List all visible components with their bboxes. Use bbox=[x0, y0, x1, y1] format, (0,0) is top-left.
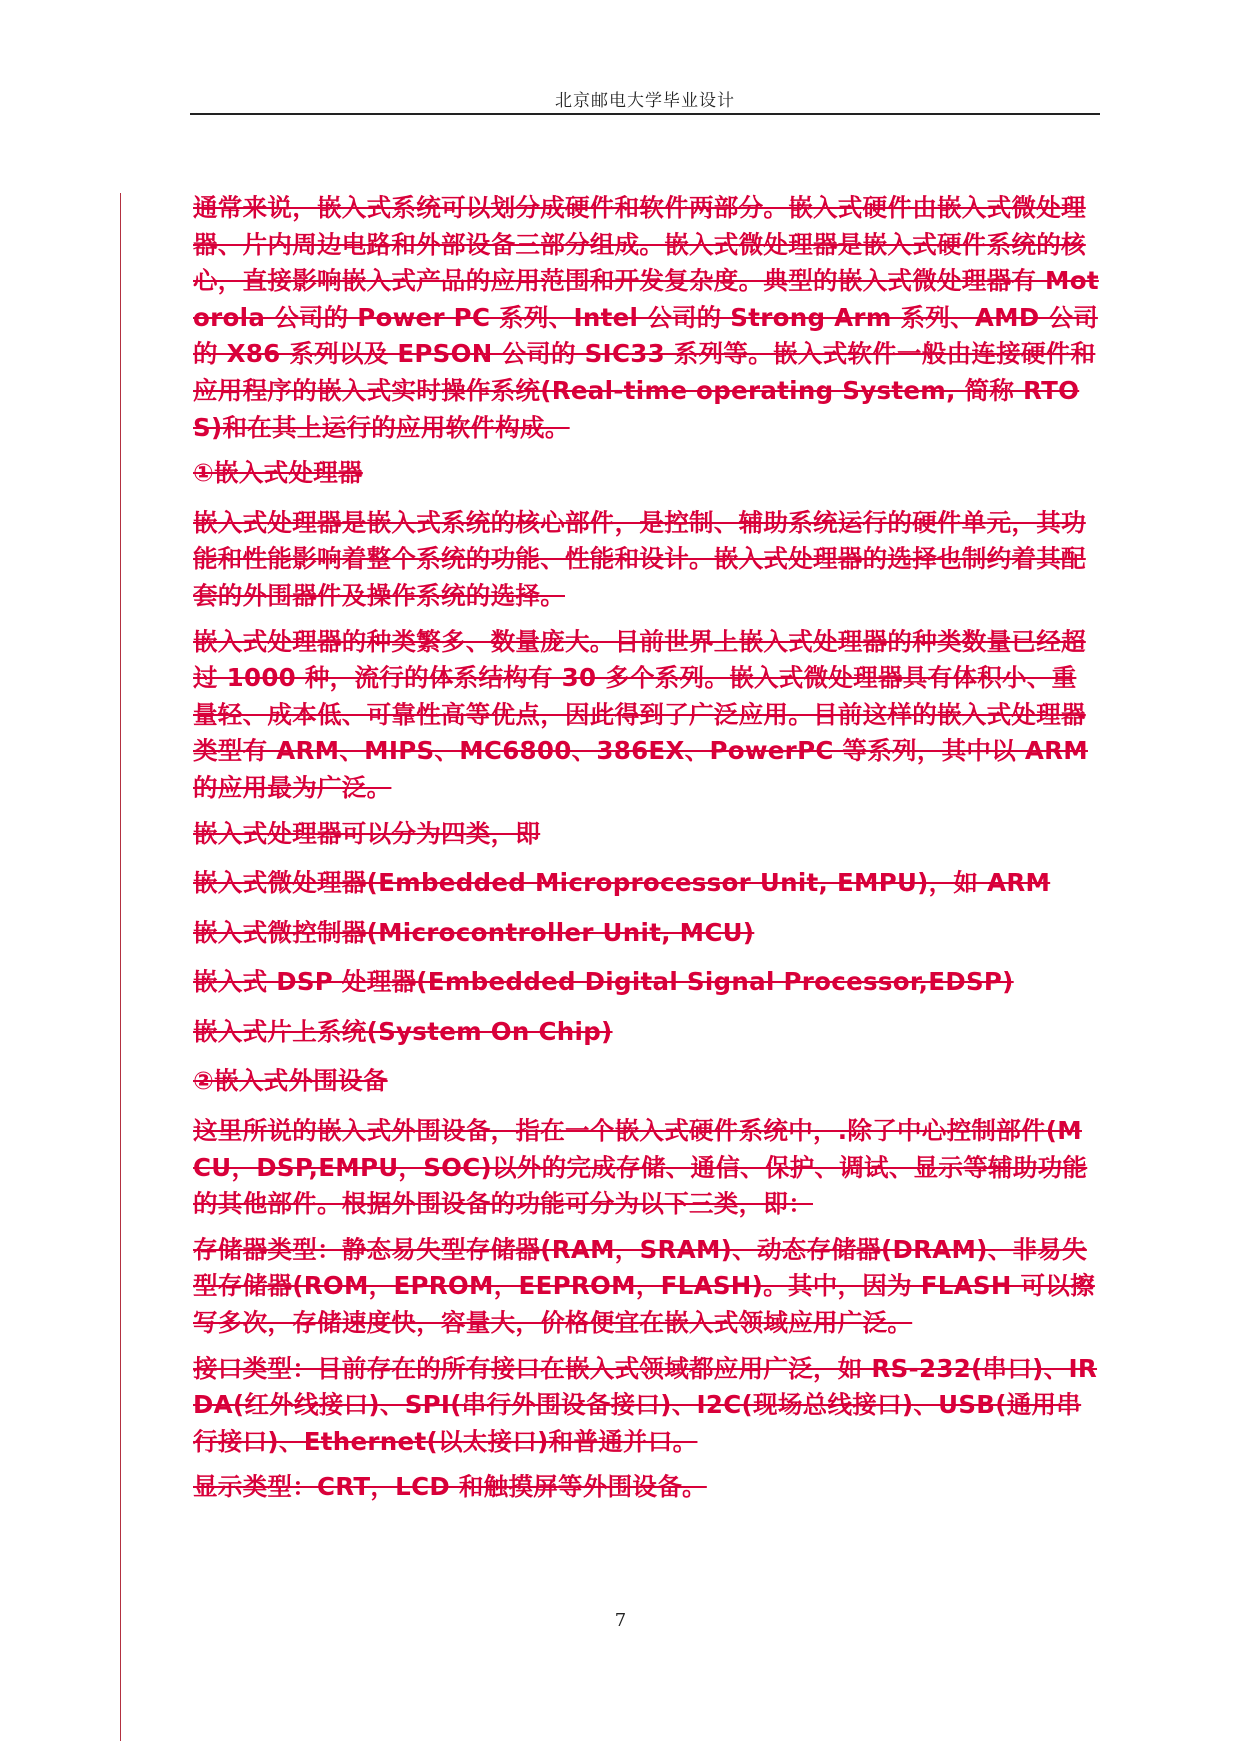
paragraph-peripherals-intro: 这里所说的嵌入式外围设备，指在一个嵌入式硬件系统中，.除了中心控制部件(MCU，DSP,EMPU，SOC)以外的完成存储、通信、保护、调试、显示等辅助功能的其他部件。根据外围设备的功能可分为以下三类，即： bbox=[193, 1116, 1088, 1219]
revision-change-bar bbox=[120, 193, 121, 1741]
list-item-soc: 嵌入式片上系统(System On Chip) bbox=[193, 1016, 613, 1046]
page-number: 7 bbox=[614, 1610, 627, 1631]
paragraph-processor-core: 嵌入式处理器是嵌入式系统的核心部件，是控制、辅助系统运行的硬件单元，其功能和性能影响着整个系统的功能、性能和设计。嵌入式处理器的选择也制约着其配套的外围器件及操作系统的选择。 bbox=[193, 507, 1086, 610]
section-heading-processor: ①嵌入式处理器 bbox=[193, 458, 363, 488]
paragraph-display-types: 显示类型：CRT，LCD 和触摸屏等外围设备。 bbox=[193, 1472, 707, 1502]
list-item-edsp: 嵌入式 DSP 处理器(Embedded Digital Signal Processor,EDSP) bbox=[193, 967, 1014, 997]
list-item-mcu: 嵌入式微控制器(Microcontroller Unit, MCU) bbox=[193, 917, 755, 947]
paragraph-four-categories: 嵌入式处理器可以分为四类，即 bbox=[193, 818, 541, 848]
page-header-title: 北京邮电大学毕业设计 bbox=[555, 91, 735, 111]
paragraph-intro: 通常来说，嵌入式系统可以划分成硬件和软件两部分。嵌入式硬件由嵌入式微处理器、片内周边电路和外部设备三部分组成。嵌入式微处理器是嵌入式硬件系统的核心，直接影响嵌入式产品的应用范围和开发复杂度。典型的嵌入式微处理器有 Motorola 公司的 Power PC 系列、Intel 公司的 Strong Arm 系列、AMD 公司的 X86 系列以及 EPSON 公司的 SIC33 系列等。嵌入式软件一般由连接硬件和应用程序的嵌入式实时操作系统(Real-time operating System, 简称 RTOS)和在其上运行的应用软件构成。 bbox=[193, 193, 1099, 442]
paragraph-processor-types: 嵌入式处理器的种类繁多、数量庞大。目前世界上嵌入式处理器的种类数量已经超过 1000 种，流行的体系结构有 30 多个系列。嵌入式微处理器具有体积小、重量轻、成本低、可靠性高等优点，因此得到了广泛应用。目前这样的嵌入式处理器类型有 ARM、MIPS、MC6800、386EX、PowerPC 等系列，其中以 ARM 的应用最为广泛。 bbox=[193, 626, 1088, 802]
header-rule bbox=[190, 113, 1100, 115]
paragraph-interface-types: 接口类型：目前存在的所有接口在嵌入式领域都应用广泛，如 RS-232(串口)、IRDA(红外线接口)、SPI(串行外围设备接口)、I2C(现场总线接口)、USB(通用串行接口)、Ethernet(以太接口)和普通并口。 bbox=[193, 1353, 1098, 1456]
paragraph-memory-types: 存储器类型：静态易失型存储器(RAM，SRAM)、动态存储器(DRAM)、非易失型存储器(ROM，EPROM，EEPROM，FLASH)。其中，因为 FLASH 可以擦写多次，存储速度快，容量大，价格便宜在嵌入式领域应用广泛。 bbox=[193, 1234, 1095, 1338]
section-heading-peripherals: ②嵌入式外围设备 bbox=[193, 1066, 388, 1096]
list-item-empu: 嵌入式微处理器(Embedded Microprocessor Unit, EMPU)，如 ARM bbox=[193, 868, 1051, 898]
document-body bbox=[193, 190, 1100, 1519]
